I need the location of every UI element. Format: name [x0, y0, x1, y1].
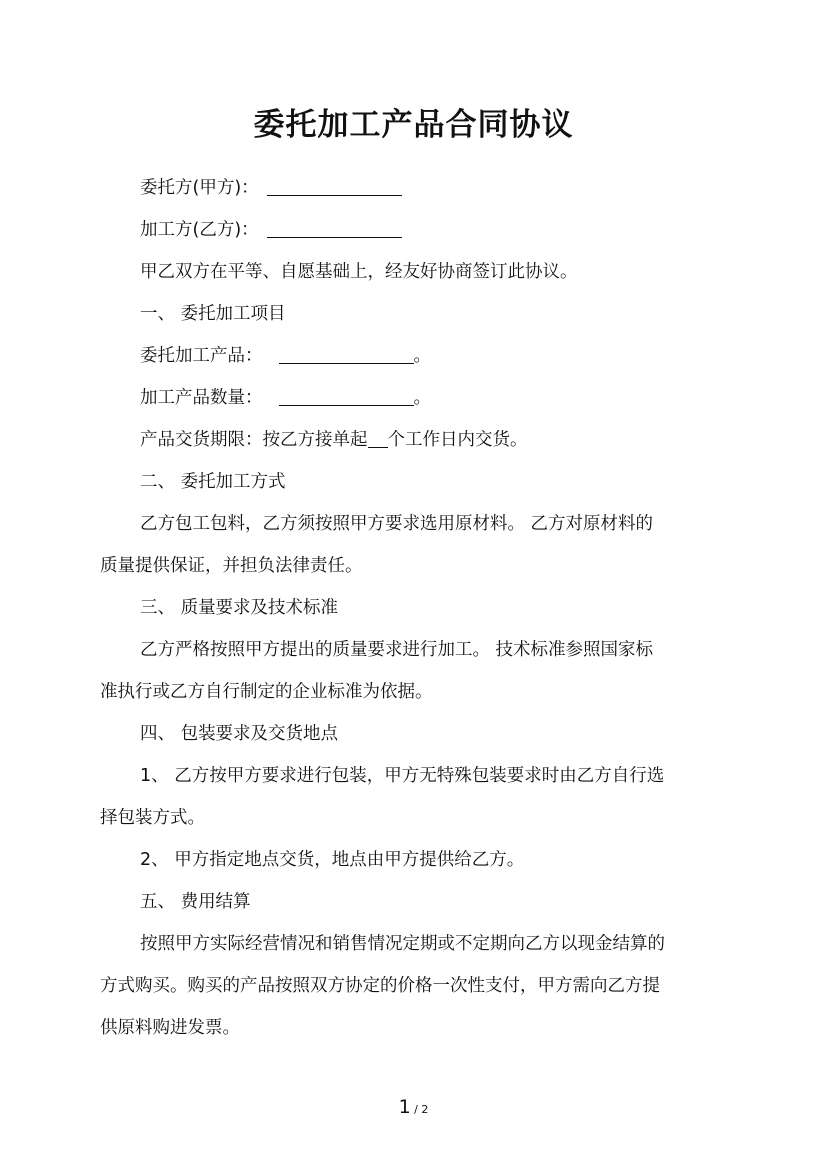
section-2-text-line-1: 乙方包工包料，乙方须按照甲方要求选用原材料。 乙方对原材料的	[140, 514, 654, 534]
section-5-heading: 五、 费用结算	[140, 892, 251, 912]
party-a-line	[100, 175, 770, 201]
section-3-text-line-2: 准执行或乙方自行制定的企业标准为依据。	[100, 682, 433, 702]
product-blank[interactable]	[279, 345, 414, 364]
delivery-term-line	[100, 427, 770, 453]
delivery-term-prefix: 产品交货期限：按乙方接单起	[140, 430, 368, 450]
party-b-line	[100, 217, 770, 243]
intro-paragraph: 甲乙双方在平等、自愿基础上，经友好协商签订此协议。	[140, 262, 578, 282]
section-4-item-2: 2、 甲方指定地点交货，地点由甲方提供给乙方。	[140, 850, 525, 870]
section-4-item-1-line-1: 1、 乙方按甲方要求进行包装，甲方无特殊包装要求时由乙方自行选	[140, 766, 665, 786]
party-b-label: 加工方(乙方)：	[140, 220, 259, 240]
product-line	[100, 343, 770, 369]
page-number	[0, 1095, 827, 1122]
document-title: 委托加工产品合同协议	[253, 107, 574, 143]
section-5-text-line-1: 按照甲方实际经营情况和销售情况定期或不定期向乙方以现金结算的	[140, 934, 665, 954]
quantity-blank[interactable]	[279, 387, 414, 406]
quantity-line	[100, 385, 770, 411]
section-3-text-line-1: 乙方严格按照甲方提出的质量要求进行加工。 技术标准参照国家标	[140, 640, 654, 660]
section-4-heading: 四、 包装要求及交货地点	[140, 724, 339, 744]
product-label: 委托加工产品：	[140, 346, 263, 366]
section-2-text-line-2: 质量提供保证，并担负法律责任。	[100, 556, 363, 576]
section-1-heading: 一、 委托加工项目	[140, 304, 286, 324]
quantity-end-mark: 。	[413, 388, 431, 408]
quantity-label: 加工产品数量：	[140, 388, 263, 408]
product-end-mark: 。	[413, 346, 431, 366]
section-3-heading: 三、 质量要求及技术标准	[140, 598, 339, 618]
page-current: 1	[398, 1096, 411, 1118]
party-a-label: 委托方(甲方)：	[140, 178, 259, 198]
section-2-heading: 二、 委托加工方式	[140, 472, 286, 492]
page-total: / 2	[410, 1103, 429, 1116]
party-b-blank[interactable]	[267, 219, 402, 238]
delivery-term-suffix: 个工作日内交货。	[387, 430, 528, 450]
section-5-text-line-2: 方式购买。购买的产品按照双方协定的价格一次性支付，甲方需向乙方提	[100, 976, 660, 996]
section-4-item-1-line-2: 择包装方式。	[100, 808, 205, 828]
section-5-text-line-3: 供原料购进发票。	[100, 1018, 240, 1038]
delivery-days-blank[interactable]	[368, 429, 388, 448]
party-a-blank[interactable]	[267, 177, 402, 196]
